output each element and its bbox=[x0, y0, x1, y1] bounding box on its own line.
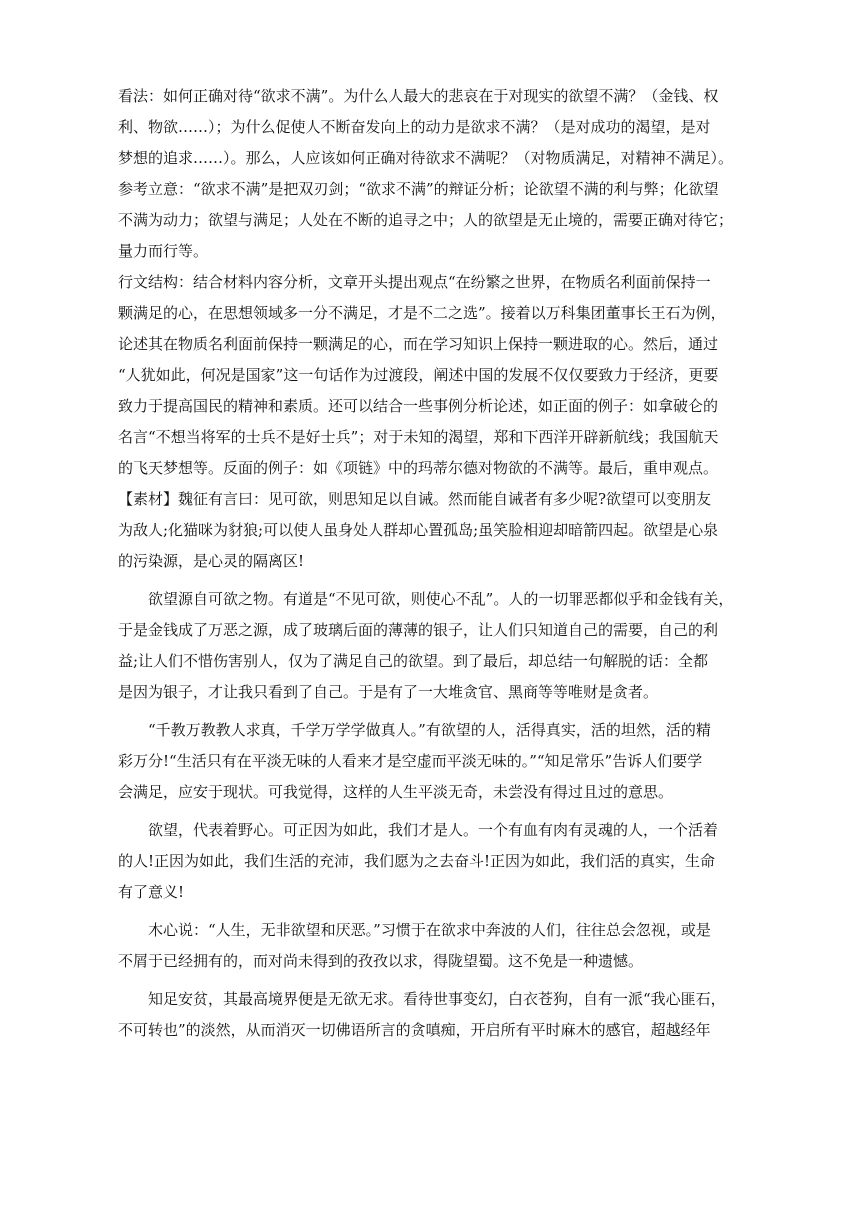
text-line: 利、物欲……）；为什么促使人不断奋发向上的动力是欲求不满？（是对成功的渴望，是对 bbox=[118, 118, 711, 136]
text-line: 会满足，应安于现状。可我觉得，这样的人生平淡无奇，未尝没有得过且过的意思。 bbox=[118, 783, 674, 801]
text-line: 木心说：“人生，无非欲望和厌恶。”习惯于在欲求中奔波的人们，往往总会忽视，或是 bbox=[148, 921, 711, 939]
text-line: 梦想的追求……）。那么，人应该如何正确对待欲求不满呢？（对物质满足，对精神不满足）。 bbox=[118, 149, 734, 167]
text-line: 论述其在物质名利面前保持一颗满足的心，而在学习知识上保持一颗进取的心。然后，通过 bbox=[118, 335, 719, 353]
paragraph bbox=[118, 174, 742, 267]
paragraph bbox=[118, 984, 742, 1046]
text-line: 为敌人;化猫咪为豺狼;可以使人虽身处人群却心置孤岛;虽笑脸相迎却暗箭四起。欲望是心泉 bbox=[118, 521, 719, 539]
text-line: 的飞天梦想等。反面的例子：如《项链》中的玛蒂尔德对物欲的不满等。最后，重申观点。 bbox=[118, 459, 719, 477]
text-line: 的污染源，是心灵的隔离区! bbox=[118, 552, 305, 570]
paragraph bbox=[118, 584, 742, 708]
paragraph bbox=[118, 815, 742, 908]
text-line: 欲望，代表着野心。可正因为如此，我们才是人。一个有血有肉有灵魂的人，一个活着 bbox=[148, 821, 719, 839]
text-line: 不可转也”的淡然，从而消灭一切佛语所言的贪嗔痴，开启所有平时麻木的感官，超越经年 bbox=[118, 1021, 711, 1039]
text-line: 颗满足的心，在思想领域多一分不满足，才是不二之选”。接着以万科集团董事长王石为例， bbox=[118, 304, 726, 322]
paragraph bbox=[118, 484, 742, 577]
text-line: 致力于提高国民的精神和素质。还可以结合一些事例分析论述，如正面的例子：如拿破仑的 bbox=[118, 397, 719, 415]
paragraph-spacer bbox=[118, 808, 742, 815]
paragraph bbox=[118, 81, 742, 174]
paragraph-spacer bbox=[118, 908, 742, 915]
text-line: 有了意义! bbox=[118, 883, 185, 901]
document-body bbox=[118, 81, 742, 1046]
text-line: 看法：如何正确对待“欲求不满”。为什么人最大的悲哀在于对现实的欲望不满？（金钱、权 bbox=[118, 87, 719, 105]
text-line: 于是金钱成了万恶之源，成了玻璃后面的薄薄的银子，让人们只知道自己的需要，自己的利 bbox=[118, 621, 719, 639]
paragraph bbox=[118, 267, 742, 484]
text-line: 不满为动力；欲望与满足；人处在不断的追寻之中；人的欲望是无止境的，需要正确对待它； bbox=[118, 211, 734, 229]
text-line: 知足安贫，其最高境界便是无欲无求。看待世事变幻，白衣苍狗，自有一派“我心匪石， bbox=[148, 990, 726, 1008]
text-line: 量力而行等。 bbox=[118, 242, 209, 260]
text-line: 【素材】魏征有言曰：见可欲，则思知足以自诫。然而能自诫者有多少呢?欲望可以变朋友 bbox=[118, 490, 712, 508]
text-line: 益;让人们不惜伤害别人，仅为了满足自己的欲望。到了最后，却总结一句解脱的话：全都 bbox=[118, 652, 709, 670]
text-line: 彩万分!“生活只有在平淡无味的人看来才是空虚而平淡无味的。”“知足常乐”告诉人们要学 bbox=[118, 752, 703, 770]
text-line: 参考立意：“欲求不满”是把双刃剑；“欲求不满”的辩证分析；论欲望不满的利与弊；化欲望 bbox=[118, 180, 719, 198]
paragraph-spacer bbox=[118, 577, 742, 584]
text-line: “人犹如此，何况是国家”这一句话作为过渡段，阐述中国的发展不仅仅要致力于经济，更要 bbox=[118, 366, 719, 384]
text-line: “千教万教教人求真，千学万学学做真人。”有欲望的人，活得真实，活的坦然，活的精 bbox=[148, 721, 711, 739]
paragraph bbox=[118, 915, 742, 977]
paragraph bbox=[118, 715, 742, 808]
paragraph-spacer bbox=[118, 708, 742, 715]
text-line: 行文结构：结合材料内容分析，文章开头提出观点“在纷繁之世界，在物质名利面前保持一 bbox=[118, 273, 711, 291]
paragraph-spacer bbox=[118, 977, 742, 984]
text-line: 的人!正因为如此，我们生活的充沛，我们愿为之去奋斗!正因为如此，我们活的真实，生命 bbox=[118, 852, 716, 870]
text-line: 名言“不想当将军的士兵不是好士兵”；对于未知的渴望，郑和下西洋开辟新航线；我国航天 bbox=[118, 428, 719, 446]
text-line: 欲望源自可欲之物。有道是“不见可欲，则使心不乱”。人的一切罪恶都似乎和金钱有关， bbox=[148, 590, 734, 608]
text-line: 是因为银子，才让我只看到了自己。于是有了一大堆贪官、黑商等等唯财是贪者。 bbox=[118, 683, 659, 701]
text-line: 不屑于已经拥有的，而对尚未得到的孜孜以求，得陇望蜀。这不免是一种遗憾。 bbox=[118, 952, 644, 970]
